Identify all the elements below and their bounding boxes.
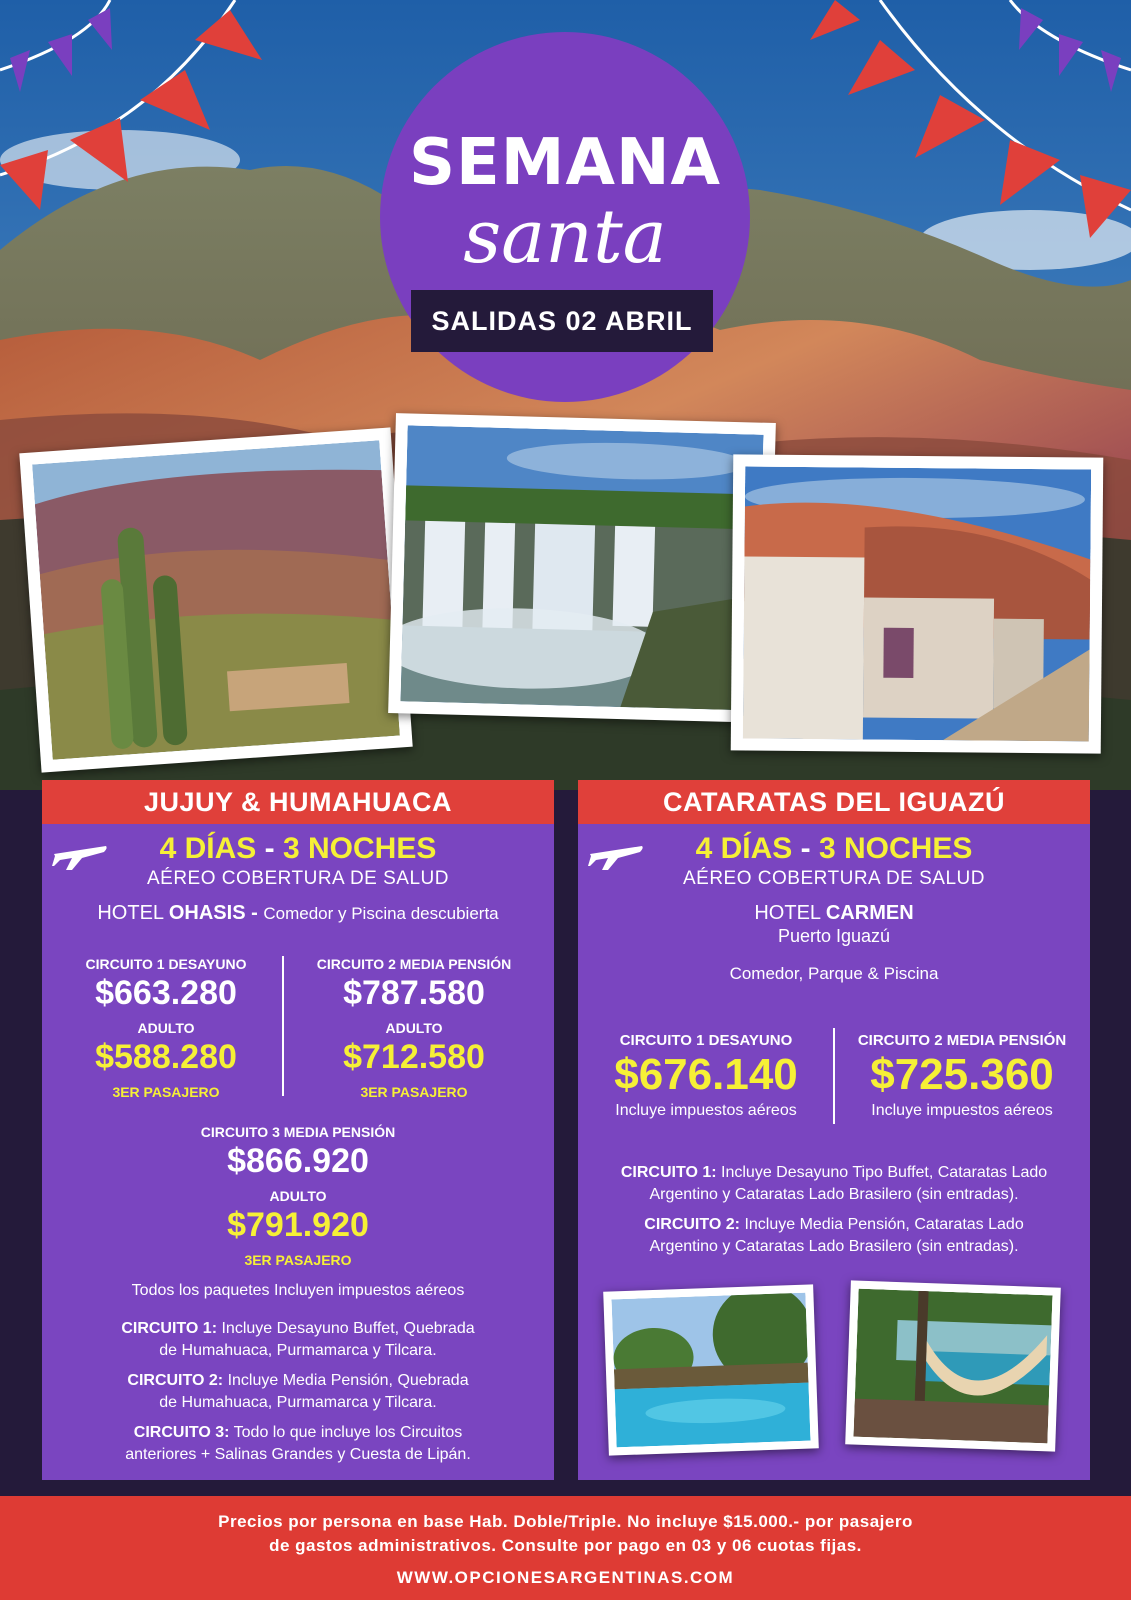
jujuy-circuit2-desc: CIRCUITO 2: Incluye Media Pensión, Quebrada de Humahuaca, Purmamarca y Tilcara. [127,1372,469,1411]
iguazu-heading: CATARATAS DEL IGUAZÚ [578,780,1090,824]
jujuy-hotel: HOTEL OHASIS - Comedor y Piscina descubierta [97,902,499,924]
photo-hotel-hammock [845,1280,1061,1451]
jujuy-includes: AÉREO COBERTURA DE SALUD [146,868,449,889]
jujuy-c3-adult-label: ADULTO [269,1188,327,1204]
title-semana: SEMANA [408,126,722,200]
jujuy-c1-adult-price: $663.280 [95,974,237,1012]
jujuy-panel [42,780,554,1480]
jujuy-circuit3-desc: CIRCUITO 3: Todo lo que incluye los Circuitos anteriores + Salinas Grandes y Cuesta de Lipán. [125,1424,471,1463]
iguazu-duration: 4 DÍAS - 3 NOCHES [695,832,973,865]
jujuy-c1-third-label: 3ER PASAJERO [112,1084,220,1100]
iguazu-c2-label: CIRCUITO 2 MEDIA PENSIÓN [857,1032,1067,1049]
jujuy-c3-third-price: $791.920 [227,1206,369,1244]
jujuy-c1-label: CIRCUITO 1 DESAYUNO [85,956,247,972]
iguazu-includes: AÉREO COBERTURA DE SALUD [682,868,985,889]
footer-line1: Precios por persona en base Hab. Doble/Triple. No incluye $15.000.- por pasajero [218,1512,913,1531]
footer-website-link[interactable]: WWW.OPCIONESARGENTINAS.COM [396,1568,735,1587]
iguazu-hotel: HOTEL CARMEN [754,902,914,924]
jujuy-c1-adult-label: ADULTO [137,1020,195,1036]
iguazu-c1-note: Incluye impuestos aéreos [615,1102,797,1119]
jujuy-heading: JUJUY & HUMAHUACA [42,780,554,824]
footer-line2: de gastos administrativos. Consulte por pago en 03 y 06 cuotas fijas. [269,1536,862,1555]
iguazu-c2-note: Incluye impuestos aéreos [871,1102,1053,1119]
jujuy-c2-adult-price: $787.580 [343,974,485,1012]
iguazu-panel [578,780,1090,1480]
footer [0,1496,1131,1600]
photo-purmamarca-street [731,454,1104,753]
iguazu-hotel-city: Puerto Iguazú [777,926,891,946]
photo-jujuy-cactus [19,427,412,772]
jujuy-c2-third-label: 3ER PASAJERO [360,1084,468,1100]
jujuy-taxes-note: Todos los paquetes Incluyen impuestos aéreos [131,1282,465,1299]
title-santa: santa [463,194,667,280]
jujuy-c2-label: CIRCUITO 2 MEDIA PENSIÓN [316,956,512,972]
jujuy-c3-adult-price: $866.920 [227,1142,369,1180]
iguazu-circuit2-desc: CIRCUITO 2: Incluye Media Pensión, Cataratas Lado Argentino y Cataratas Lado Brasilero (sin entradas). [644,1216,1024,1255]
iguazu-c1-label: CIRCUITO 1 DESAYUNO [619,1032,793,1049]
jujuy-c1-third-price: $588.280 [95,1038,237,1076]
departures-banner: SALIDAS 02 ABRIL [411,290,713,352]
iguazu-c1-price: $676.140 [614,1050,798,1099]
iguazu-hotel-amenities: Comedor, Parque & Piscina [729,964,939,983]
jujuy-c2-third-price: $712.580 [343,1038,485,1076]
jujuy-c3-label: CIRCUITO 3 MEDIA PENSIÓN [200,1124,396,1140]
photo-hotel-pool [603,1284,819,1455]
iguazu-c2-price: $725.360 [870,1050,1054,1099]
iguazu-circuit1-desc: CIRCUITO 1: Incluye Desayuno Tipo Buffet, Cataratas Lado Argentino y Cataratas Lado Brasilero (sin entradas). [620,1164,1048,1203]
jujuy-c3-third-label: 3ER PASAJERO [244,1252,352,1268]
photo-iguazu-falls [388,413,776,723]
jujuy-duration: 4 DÍAS - 3 NOCHES [159,832,437,865]
jujuy-c2-adult-label: ADULTO [385,1020,443,1036]
price-divider [282,956,284,1096]
jujuy-circuit1-desc: CIRCUITO 1: Incluye Desayuno Buffet, Quebrada de Humahuaca, Purmamarca y Tilcara. [121,1320,475,1359]
